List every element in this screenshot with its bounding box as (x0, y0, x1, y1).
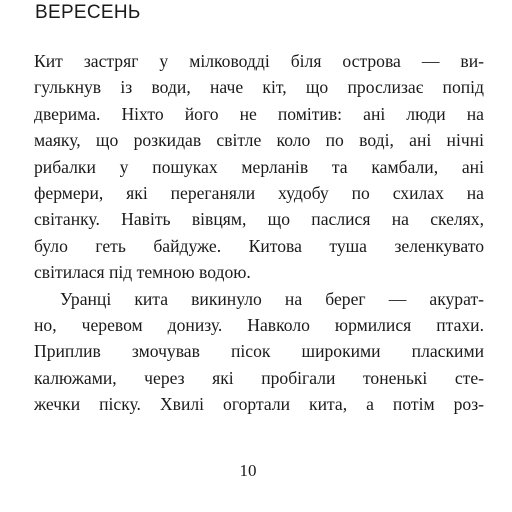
text-line: но, черевом донизу. Навколо юрмилися птахи. (34, 315, 484, 336)
text-line: Кит застряг у мілководді біля острова — ви- (34, 51, 484, 71)
text-line: гулькнув із води, наче кіт, що прослизає попід (34, 77, 484, 98)
paragraph-2 (34, 286, 484, 418)
text-line: світилася під темною водою. (34, 262, 251, 283)
text-line: рибалки у пошуках мерланів та камбали, ані (34, 156, 484, 177)
text-line: світанку. Навіть вівцям, що паслися на скелях, (34, 209, 484, 230)
chapter-title: ВЕРЕСЕНЬ (35, 2, 141, 23)
body-text (34, 48, 484, 418)
text-line: дверима. Ніхто його не помітив: ані люди на (34, 103, 484, 124)
page-number: 10 (239, 461, 257, 480)
text-line: жечки піску. Хвилі огортали кита, а потім роз- (34, 394, 484, 415)
paragraph-1 (34, 48, 484, 286)
text-line: Приплив змочував пісок широкими пласкими (34, 341, 484, 362)
text-line: було геть байдуже. Китова туша зеленкувато (34, 235, 484, 256)
text-line: Уранці кита викинуло на берег — акурат- (60, 288, 484, 309)
text-line: маяку, що розкидав світле коло по воді, ані нічні (34, 130, 484, 151)
text-line: фермери, які переганяли худобу по схилах на (34, 183, 484, 204)
text-line: калюжами, через які пробігали тоненькі сте- (34, 367, 484, 388)
